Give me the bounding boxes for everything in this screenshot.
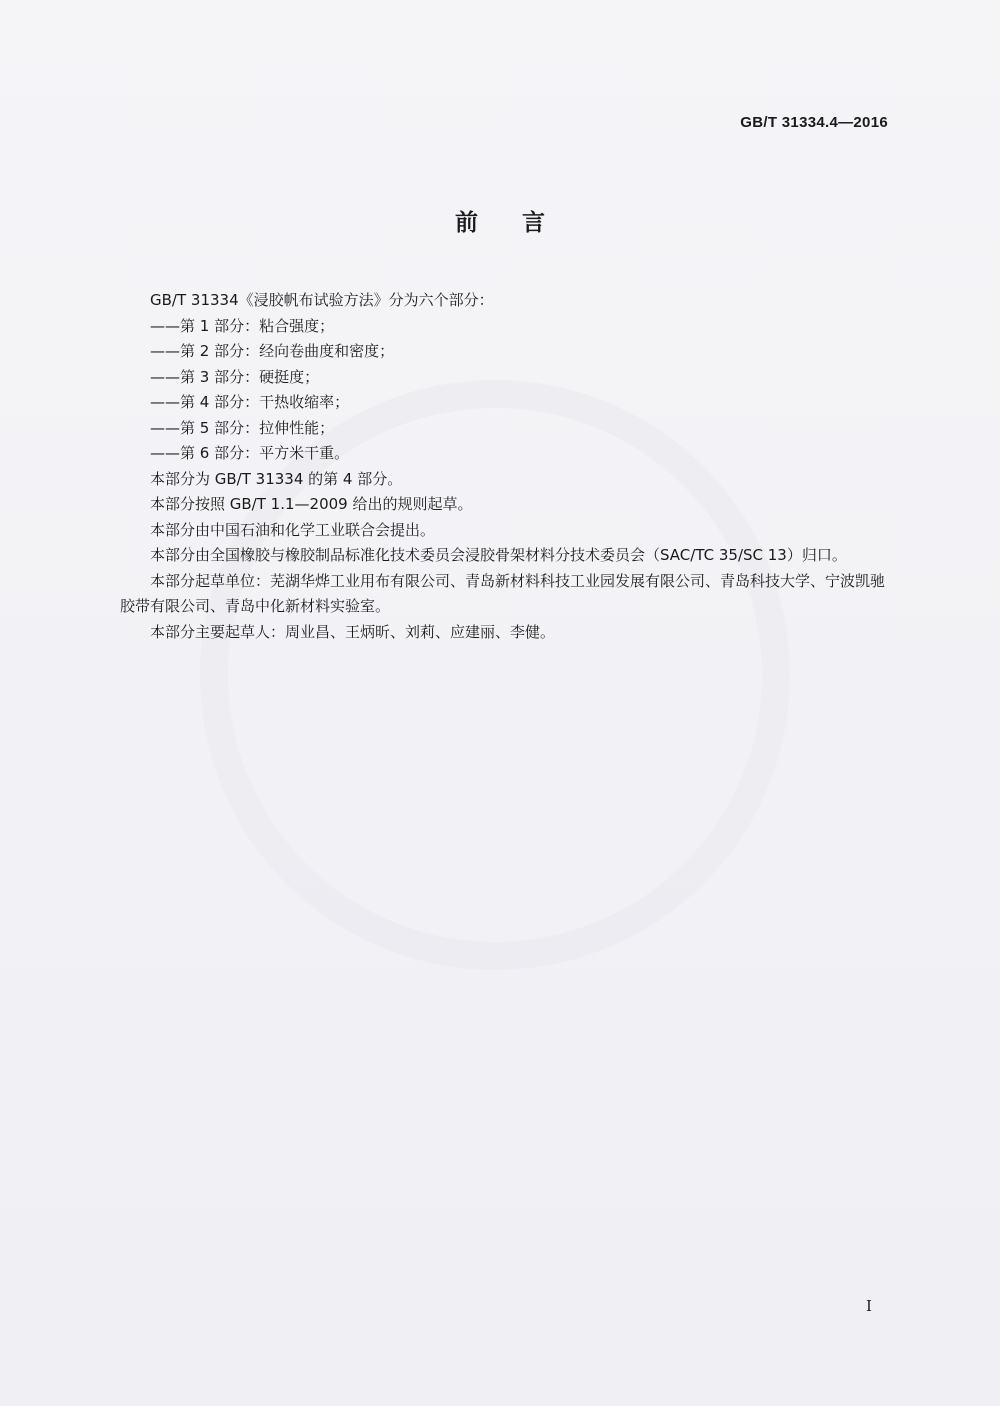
parts-list — [120, 314, 885, 467]
paragraph: 本部分为 GB/T 31334 的第 4 部分。 — [150, 469, 403, 488]
foreword-body — [120, 288, 885, 645]
paragraph: 本部分起草单位：芜湖华烨工业用布有限公司、青岛新材料科技工业园发展有限公司、青岛科技大学、宁波凯驰胶带有限公司、青岛中化新材料实验室。 — [120, 571, 886, 615]
list-item: ——第 5 部分：拉伸性能； — [150, 418, 335, 437]
page-title: 前言 — [455, 210, 589, 236]
paragraph: 本部分由中国石油和化学工业联合会提出。 — [150, 520, 436, 539]
intro-paragraph: GB/T 31334《浸胶帆布试验方法》分为六个部分： — [150, 291, 494, 309]
standard-number: GB/T 31334.4—2016 — [740, 114, 888, 131]
paragraph: 本部分按照 GB/T 1.1—2009 给出的规则起草。 — [150, 495, 473, 513]
paragraph: 本部分由全国橡胶与橡胶制品标准化技术委员会浸胶骨架材料分技术委员会（SAC/TC 35/SC 13）归口。 — [150, 546, 847, 564]
list-item: ——第 4 部分：干热收缩率； — [150, 393, 350, 411]
list-item: ——第 1 部分：粘合强度； — [150, 316, 335, 335]
page-number: I — [866, 1297, 872, 1315]
list-item: ——第 3 部分：硬挺度； — [150, 367, 320, 386]
list-item: ——第 6 部分：平方米干重。 — [150, 444, 350, 462]
list-item: ——第 2 部分：经向卷曲度和密度； — [150, 342, 395, 360]
paragraph: 本部分主要起草人：周业昌、王炳昕、刘莉、应建丽、李健。 — [150, 622, 556, 641]
